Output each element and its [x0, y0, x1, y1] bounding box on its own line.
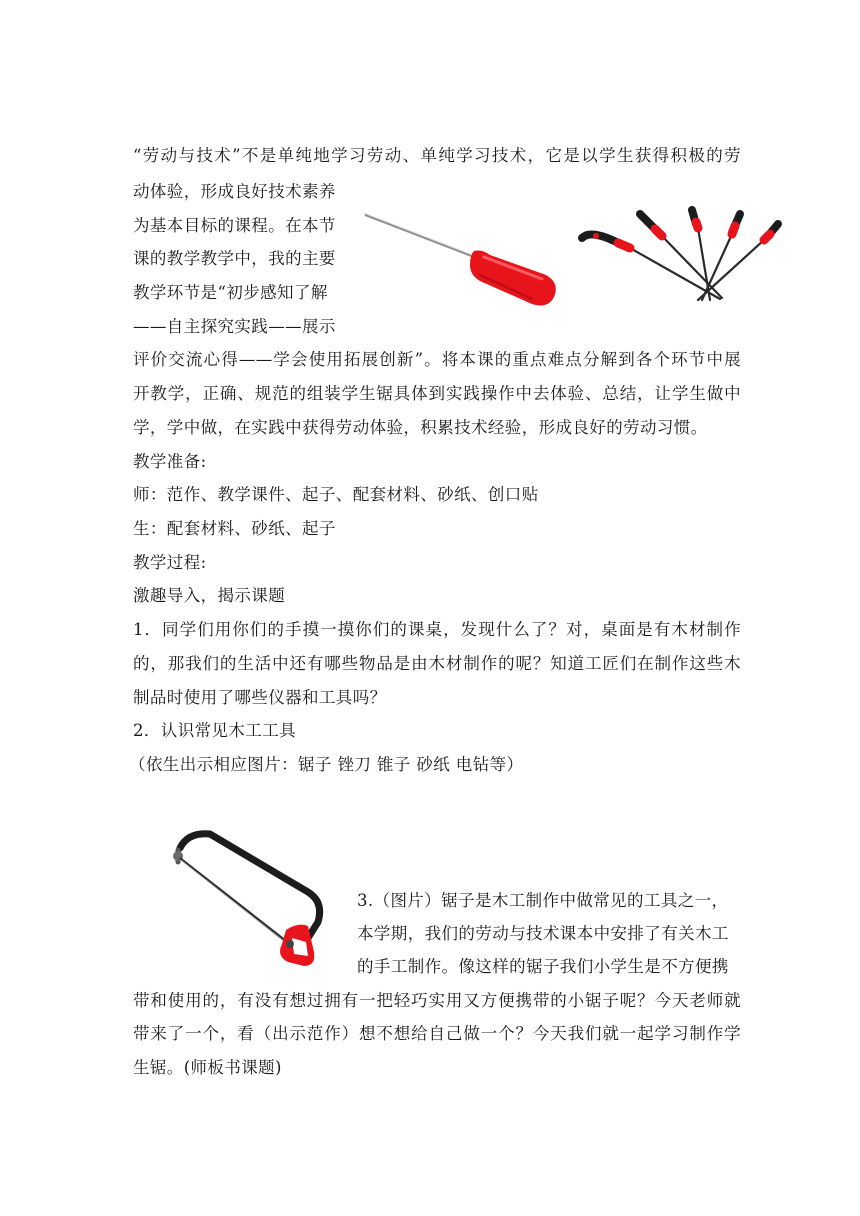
item1-line-1: 1．同学们用你们的手摸一摸你们的课桌，发现什么了？对，桌面是有木材制作 [133, 620, 741, 639]
item1-line-3: 制品时使用了哪些仪器和工具吗？ [133, 688, 387, 707]
item1-line-2: 的，那我们的生活中还有哪些物品是由木材制作的呢？知道工匠们在制作这些木 [133, 654, 741, 673]
intro-line-9: 学，学中做，在实践中获得劳动体验，积累技术经验，形成良好的劳动习惯。 [133, 418, 708, 437]
intro-line-5: 教学环节是“初步感知了解 [133, 283, 328, 302]
item3-line-6: 生锯。(师板书课题) [133, 1058, 282, 1077]
screwdriver-image [362, 205, 560, 313]
intro-line-8: 开教学，正确、规范的组装学生锯具体到实践操作中去体验、总结，让学生做中 [133, 384, 741, 403]
intro-line-3: 为基本目标的课程。在本节 [133, 216, 336, 235]
item3-line-5: 带来了一个，看（出示范作）想不想给自己做一个？今天我们就一起学习制作学 [133, 1024, 741, 1043]
item3-line-4: 带和使用的，有没有想过拥有一把轻巧实用又方便携带的小锯子呢？今天老师就 [133, 991, 741, 1010]
intro-line-6: ——自主探究实践——展示 [133, 317, 336, 336]
item2-note: （依生出示相应图片：锯子 锉刀 锥子 砂纸 电钻等） [129, 755, 524, 774]
intro-line-4: 课的教学教学中，我的主要 [133, 249, 336, 268]
prep-teacher: 师：范作、教学课件、起子、配套材料、砂纸、创口贴 [133, 485, 539, 504]
prep-student: 生：配套材料、砂纸、起子 [133, 519, 336, 538]
item2-title: 2．认识常见木工工具 [133, 721, 296, 740]
prep-heading: 教学准备: [133, 452, 207, 471]
intro-line-7: 评价交流心得——学会使用拓展创新”。将本课的重点难点分解到各个环节中展 [133, 350, 741, 369]
process-section-title: 激趣导入，揭示课题 [133, 586, 286, 605]
hacksaw-image [158, 826, 338, 974]
needle-files-image [570, 206, 790, 306]
intro-line-1: “劳动与技术”不是单纯地学习劳动、单纯学习技术，它是以学生获得积极的劳 [133, 146, 741, 165]
item3-line-2: 本学期，我们的劳动与技术课本中安排了有关木工 [357, 924, 729, 943]
intro-line-2: 动体验，形成良好技术素养 [133, 182, 336, 201]
item3-line-3: 的手工制作。像这样的锯子我们小学生是不方便携 [357, 957, 729, 976]
process-heading: 教学过程: [133, 553, 207, 572]
item3-line-1: 3.（图片）锯子是木工制作中做常见的工具之一， [357, 891, 729, 910]
